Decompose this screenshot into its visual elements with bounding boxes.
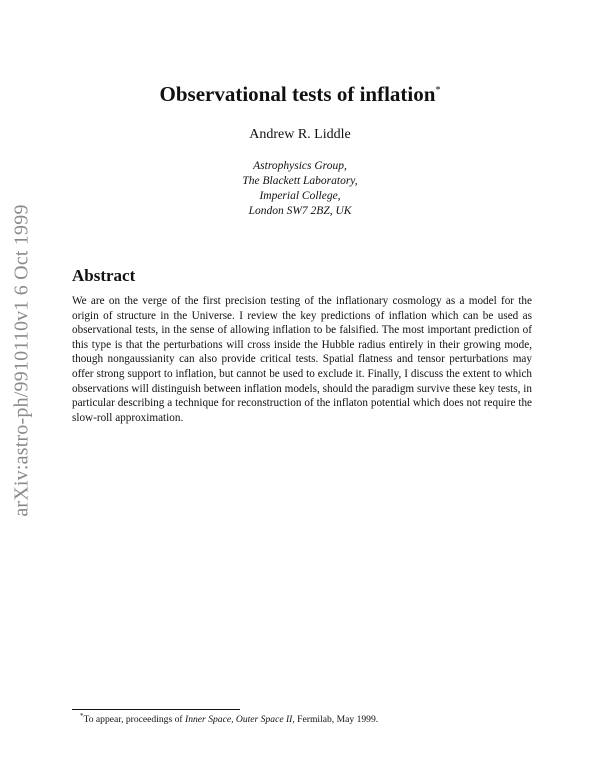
affiliation-line: Astrophysics Group, — [253, 160, 347, 172]
footnote-mark: * — [80, 712, 84, 720]
affiliation-line: London SW7 2BZ, UK — [248, 205, 352, 217]
abstract-heading: Abstract — [72, 266, 136, 285]
paper-title-text: Observational tests of inflation — [159, 82, 436, 106]
footnote-rule — [72, 709, 240, 710]
footnote-suffix: , Fermilab, May 1999. — [292, 714, 379, 726]
footnote-prefix: To appear, proceedings of — [83, 714, 186, 726]
author-affiliation — [0, 159, 600, 219]
arxiv-identifier-text: arXiv:astro-ph/9910110v1 6 Oct 1999 — [10, 203, 33, 517]
author-name: Andrew R. Liddle — [249, 127, 351, 142]
title-footnote — [80, 712, 378, 725]
abstract-text: We are on the verge of the first precision testing of the inflationary cosmology as a model for the origin of structure in the Universe. I review the key predictions of inflation which can be used as observational tests, in the sense of allowing inflation to be falsified. The most important prediction of this type is that the perturbations will cross inside the Hubble radius entirely in their growing mode, though nongaussianity can also provide critical tests. Spatial flatness and tensor perturbations may offer strong support to inflation, but cannot be used to exclude it. Finally, I discuss the extent to which observations will distinguish between inflation models, should the paradigm survive these key tests, in particular describing a technique for reconstruction of the inflaton potential which does not require the slow-roll approximation. — [72, 295, 532, 424]
arxiv-identifier-stamp — [6, 205, 38, 515]
title-footnote-mark: * — [435, 85, 441, 96]
footnote-venue: Inner Space, Outer Space II — [185, 714, 293, 726]
affiliation-line: The Blackett Laboratory, — [242, 175, 358, 187]
paper-title — [0, 82, 600, 107]
affiliation-line: Imperial College, — [259, 190, 341, 202]
